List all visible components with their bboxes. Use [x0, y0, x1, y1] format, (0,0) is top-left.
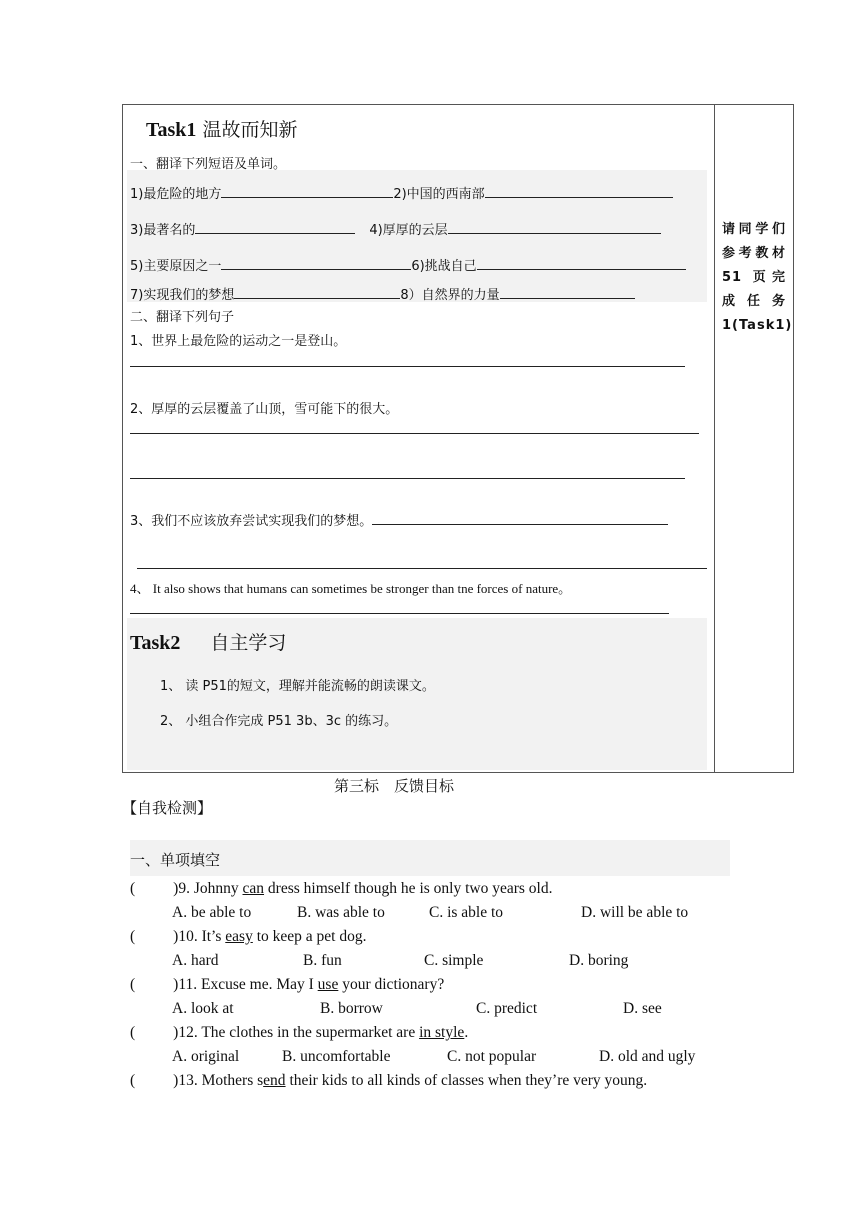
task2-title-cn: 自主学习: [210, 632, 287, 654]
question-paren: (: [130, 880, 136, 897]
option-b[interactable]: B. was able to: [297, 904, 385, 921]
option-a[interactable]: A. hard: [172, 952, 219, 969]
question-paren-close: ): [173, 1024, 179, 1041]
phrase-1: 1)最危险的地方: [130, 187, 222, 202]
question-text: 9. Johnny: [178, 880, 243, 897]
question-9: [130, 880, 552, 898]
option-b[interactable]: B. borrow: [320, 1000, 383, 1017]
question-paren-close: ): [173, 880, 179, 897]
option-c[interactable]: C. predict: [476, 1000, 538, 1017]
question-paren: (: [130, 1072, 136, 1089]
question-text-rest: to keep a pet dog.: [252, 928, 367, 945]
side-note: 请同学们参考教材 51 页完成任务 1(Task1): [722, 222, 793, 333]
task2-item-2: 2、 小组合作完成 P51 3b、3c 的练习。: [160, 714, 398, 729]
phrase-3: 3)最著名的: [130, 223, 196, 238]
question-text: 10. It’s: [178, 928, 226, 945]
phrase-8: 8）自然界的力量: [400, 288, 500, 303]
answer-line-2a[interactable]: [130, 433, 699, 434]
question-text-rest: your dictionary?: [338, 976, 445, 993]
task1-title-cn: 温故而知新: [196, 119, 298, 141]
question-paren: (: [130, 1024, 136, 1041]
question-paren: (: [130, 976, 136, 993]
underlined-word: use: [317, 976, 339, 993]
option-b[interactable]: B. uncomfortable: [282, 1048, 391, 1065]
question-text-rest: their kids to all kinds of classes when they’re very young.: [285, 1072, 648, 1089]
phrase-5-blank[interactable]: [221, 255, 411, 270]
sentence-3-text: 3、我们不应该放弃尝试实现我们的梦想。: [130, 514, 373, 529]
underlined-word: can: [242, 880, 265, 897]
underlined-word: in style: [419, 1024, 465, 1041]
option-c[interactable]: C. not popular: [447, 1048, 537, 1065]
phrase-7-blank[interactable]: [234, 284, 400, 299]
phrase-row-4: [130, 284, 635, 303]
option-b[interactable]: B. fun: [303, 952, 342, 969]
phrase-row-1: [130, 183, 673, 202]
option-d[interactable]: D. will be able to: [581, 904, 689, 921]
phrase-1-blank[interactable]: [221, 183, 393, 198]
option-a[interactable]: A. be able to: [172, 904, 252, 921]
option-d[interactable]: D. old and ugly: [599, 1048, 696, 1065]
phrase-row-3: [130, 255, 686, 274]
answer-line-2b[interactable]: [130, 478, 685, 479]
task2-title: [130, 628, 286, 655]
answer-line-4[interactable]: [130, 613, 669, 614]
question-text: 11. Excuse me. May I: [178, 976, 318, 993]
section1-heading: 一、翻译下列短语及单词。: [130, 157, 287, 172]
phrase-8-blank[interactable]: [500, 284, 635, 299]
option-d[interactable]: D. boring: [569, 952, 629, 969]
question-12: [130, 1024, 468, 1042]
option-a[interactable]: A. look at: [172, 1000, 234, 1017]
section2-heading: 二、翻译下列句子: [130, 310, 235, 325]
task2-item-1: 1、 读 P51的短文，理解并能流畅的朗读课文。: [160, 679, 435, 694]
sentence-1: 1、世界上最危险的运动之一是登山。: [130, 334, 347, 349]
option-a[interactable]: A. original: [172, 1048, 240, 1065]
option-c[interactable]: C. simple: [424, 952, 484, 969]
phrase-2: 2)中国的西南部: [393, 187, 485, 202]
phrase-3-blank[interactable]: [195, 219, 355, 234]
answer-line-3b[interactable]: [137, 568, 707, 569]
question-paren-close: ): [173, 1072, 179, 1089]
phrase-6-blank[interactable]: [477, 255, 686, 270]
question-text-rest: dress himself though he is only two years old.: [264, 880, 553, 897]
sentence-4: 4、 It also shows that humans can sometimes be stronger than tne forces of nature。: [130, 581, 572, 596]
question-10: [130, 928, 366, 946]
single-choice-heading: 一、单项填空: [130, 851, 221, 869]
question-paren: (: [130, 928, 136, 945]
question-11: [130, 976, 444, 994]
self-test-heading: 【自我检测】: [122, 799, 213, 817]
answer-line-3a[interactable]: [372, 510, 668, 525]
option-c[interactable]: C. is able to: [429, 904, 504, 921]
question-paren-close: ): [173, 928, 179, 945]
question-text-rest: .: [464, 1024, 469, 1041]
table-column-divider: [714, 104, 715, 773]
section-heading: 第三标 反馈目标: [334, 777, 455, 795]
phrase-6: 6)挑战自己: [411, 259, 477, 274]
question-text: 13. Mothers s: [178, 1072, 264, 1089]
phrase-4: 4)厚厚的云层: [369, 223, 448, 238]
question-paren-close: ): [173, 976, 179, 993]
question-13: [130, 1072, 647, 1090]
phrase-2-blank[interactable]: [485, 183, 673, 198]
sentence-2: 2、厚厚的云层覆盖了山顶，雪可能下的很大。: [130, 402, 399, 417]
phrase-4-blank[interactable]: [448, 219, 661, 234]
task1-title-bold: Task1: [146, 119, 197, 141]
phrase-row-2: [130, 219, 661, 238]
question-text: 12. The clothes in the supermarket are: [178, 1024, 420, 1041]
task2-title-bold: Task2: [130, 632, 181, 654]
sentence-3: [130, 510, 668, 529]
option-d[interactable]: D. see: [623, 1000, 662, 1017]
phrase-7: 7)实现我们的梦想: [130, 288, 235, 303]
underlined-word: easy: [225, 928, 253, 945]
task1-title: [146, 115, 297, 142]
answer-line-1[interactable]: [130, 366, 685, 367]
underlined-word: end: [263, 1072, 286, 1089]
phrase-5: 5)主要原因之一: [130, 259, 222, 274]
